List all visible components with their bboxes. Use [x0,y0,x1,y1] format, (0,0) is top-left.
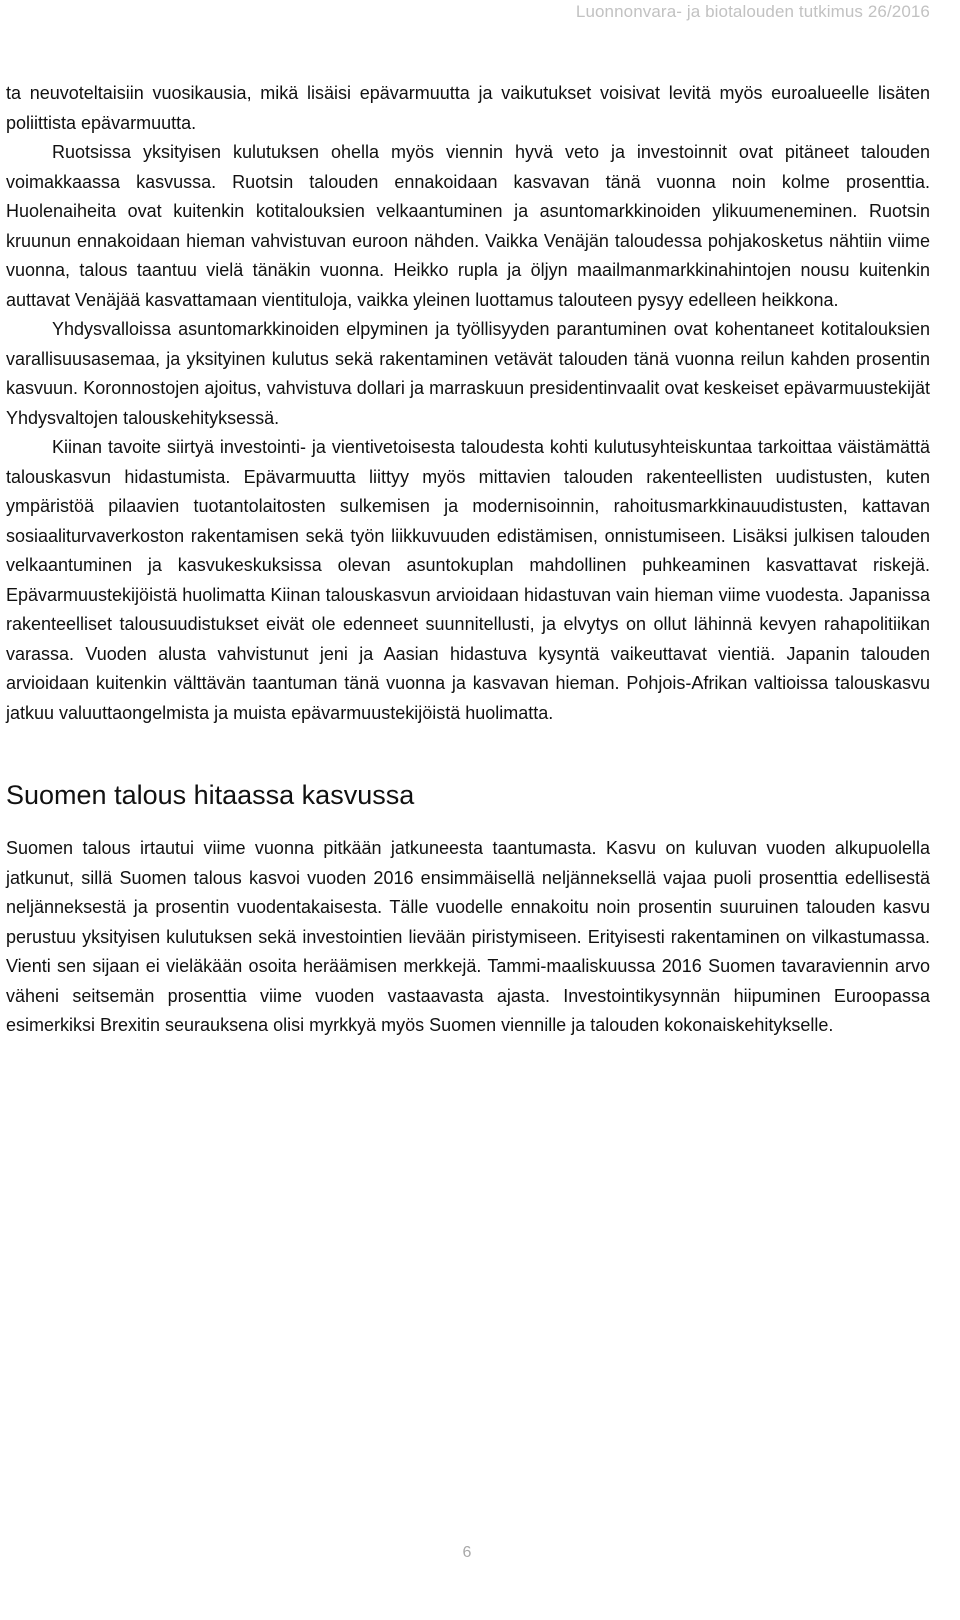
paragraph-china-japan: Kiinan tavoite siirtyä investointi- ja vientivetoisesta taloudesta kohti kulutusyhteiskuntaa tarkoittaa väistämättä talouskasvun hidastumista. Epävarmuutta liittyy myös mittavien talouden rakenteellisten uudistusten, kuten ympäristöä pilaavien tuotantolaitosten sulkemisen ja modernisoinnin, rahoitusmarkkinauudistusten, kattavan sosiaaliturvaverkoston rakentamisen sekä työn liikkuvuuden edistämisen, onnistumiseen. Lisäksi julkisen talouden velkaantuminen ja kasvukeskuksissa olevan asuntokuplan mahdollinen puhkeaminen kasvattavat riskejä. Epävarmuustekijöistä huolimatta Kiinan talouskasvun arvioidaan hidastuvan vain hieman viime vuodesta. Japanissa rakenteelliset talousuudistukset eivät ole edenneet suunnitellusti, ja elvytys on ollut lähinnä kevyen rahapolitiikan varassa. Vuoden alusta vahvistunut jeni ja Aasian hidastuva kysyntä vaikeuttavat vientiä. Japanin talouden arvioidaan kuitenkin välttävän taantuman tänä vuonna ja kasvavan hieman. Pohjois-Afrikan valtioissa talouskasvu jatkuu valuuttaongelmista ja muista epävarmuustekijöistä huolimatta. [6,437,930,723]
section-heading: Suomen talous hitaassa kasvussa [6,780,415,810]
document-body [6,79,930,1041]
page-number: 6 [462,1544,472,1561]
paragraph-finland-economy: Suomen talous irtautui viime vuonna pitkään jatkuneesta taantumasta. Kasvu on kuluvan vuoden alkupuolella jatkunut, sillä Suomen talous kasvoi vuoden 2016 ensimmäisellä neljänneksellä vajaa puoli prosenttia edellisestä neljänneksestä ja prosentin vuodentakaisesta. Tälle vuodelle ennakoitu noin prosentin suuruinen talouden kasvu perustuu yksityisen kulutuksen sekä investointien lievään piristymiseen. Erityisesti rakentaminen on vilkastumassa. Vienti sen sijaan ei vieläkään osoita heräämisen merkkejä. Tammi-maaliskuussa 2016 Suomen tavaraviennin arvo väheni seitsemän prosenttia viime vuoden vastaavasta ajasta. Investointikysynnän hiipuminen Euroopassa esimerkiksi Brexitin seurauksena olisi myrkkyä myös Suomen viennille ja talouden kokonaiskehitykselle. [6,838,930,1035]
paragraph-united-states: Yhdysvalloissa asuntomarkkinoiden elpyminen ja työllisyyden parantuminen ovat kohentaneet kotitalouksien varallisuusasemaa, ja yksityinen kulutus sekä rakentaminen vetävät talouden tänä vuonna reilun kahden prosentin kasvuun. Koronnostojen ajoitus, vahvistuva dollari ja marraskuun presidentinvaalit ovat keskeiset epävarmuustekijät Yhdysvaltojen talouskehityksessä. [6,319,930,428]
running-header: Luonnonvara- ja biotalouden tutkimus 26/2016 [575,2,930,21]
paragraph-brexit-continuation: ta neuvoteltaisiin vuosikausia, mikä lisäisi epävarmuutta ja vaikutukset voisivat levitä myös euroalueelle lisäten poliittista epävarmuutta. [6,83,930,133]
paragraph-sweden-russia: Ruotsissa yksityisen kulutuksen ohella myös viennin hyvä veto ja investoinnit ovat pitäneet talouden voimakkaassa kasvussa. Ruotsin talouden ennakoidaan kasvavan tänä vuonna noin kolme prosenttia. Huolenaiheita ovat kuitenkin kotitalouksien velkaantuminen ja asuntomarkkinoiden ylikuumeneminen. Ruotsin kruunun ennakoidaan hieman vahvistuvan euroon nähden. Vaikka Venäjän taloudessa pohjakosketus nähtiin viime vuonna, talous taantuu vielä tänäkin vuonna. Heikko rupla ja öljyn maailmanmarkkinahintojen nousu kuitenkin auttavat Venäjää kasvattamaan vientituloja, vaikka yleinen luottamus talouteen pysyy edelleen heikkona. [6,142,930,310]
